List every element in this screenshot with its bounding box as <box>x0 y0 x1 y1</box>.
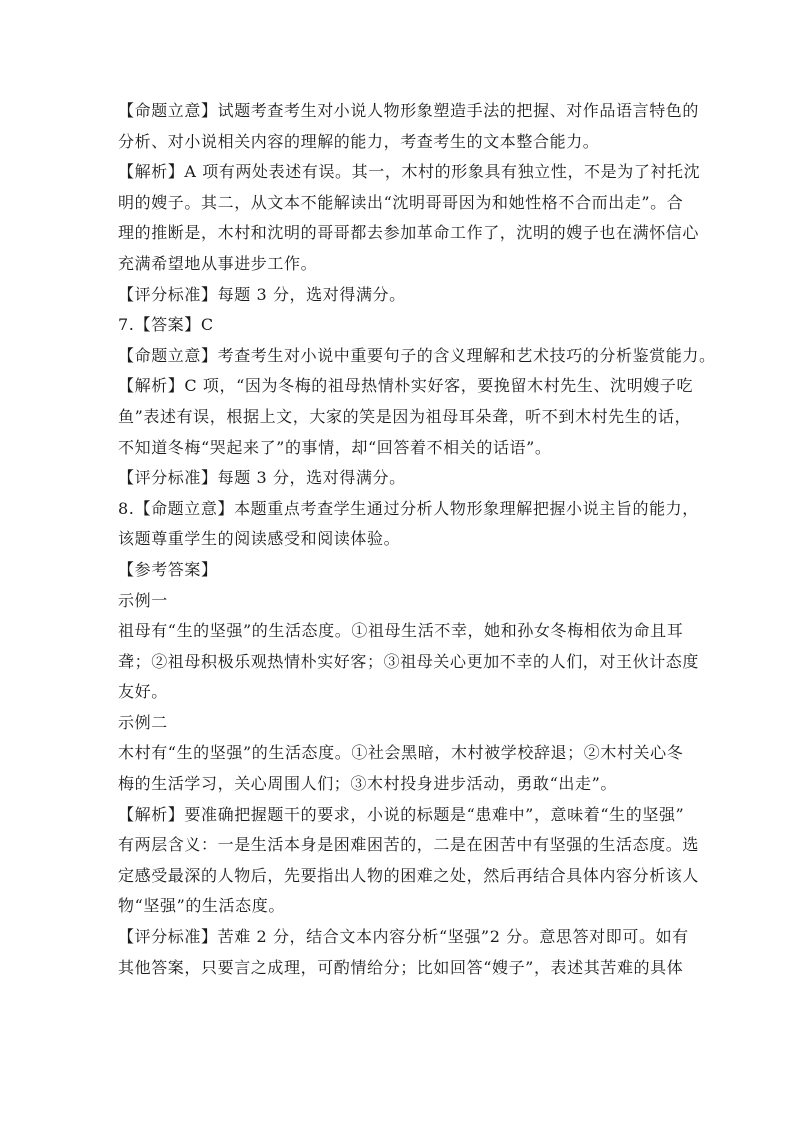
text-line: 分析、对小说相关内容的理解的能力，考查考生的文本整合能力。 <box>118 131 600 151</box>
text-line: 充满希望地从事进步工作。 <box>118 253 318 273</box>
text-line: 【命题立意】试题考查考生对小说人物形象塑造手法的把握、对作品语言特色的 <box>118 101 700 120</box>
text-line: 理的推断是，木村和沈明的哥哥都去参加革命工作了，沈明的嫂子也在满怀信心 <box>118 223 700 243</box>
text-line: 该题尊重学生的阅读感受和阅读体验。 <box>118 529 401 549</box>
text-line: 【解析】A 项有两处表述有误。其一，木村的形象具有独立性，不是为了衬托沈 <box>118 162 701 182</box>
text-line: 【解析】要准确把握题干的要求，小说的标题是“患难中”，意味着“生的坚强” <box>118 804 685 824</box>
text-line: 鱼”表述有误，根据上文，大家的笑是因为祖母耳朵聋，听不到木村先生的话， <box>118 406 692 426</box>
question-heading: 8.【命题立意】本题重点考查学生通过分析人物形象理解把握小说主旨的能力， <box>118 498 699 518</box>
text-line: 定感受最深的人物后，先要指出人物的困难之处，然后再结合具体内容分析该人 <box>118 865 700 885</box>
text-line: 友好。 <box>118 682 168 702</box>
text-line: 【评分标准】每题 3 分，选对得满分。 <box>118 468 406 488</box>
text-line: 聋；②祖母积极乐观热情朴实好客；③祖母关心更加不幸的人们，对王伙计态度 <box>118 651 700 671</box>
text-line: 【评分标准】每题 3 分，选对得满分。 <box>118 284 406 304</box>
text-line: 其他答案，只要言之成理，可酌情给分；比如回答“嫂子”，表述其苦难的具体 <box>118 957 684 977</box>
text-line: 【命题立意】考查考生对小说中重要句子的含义理解和艺术技巧的分析鉴赏能力。 <box>118 345 716 365</box>
text-line: 梅的生活学习，关心周围人们；③木村投身进步活动，勇敢“出走”。 <box>118 774 617 794</box>
document-page <box>118 96 716 983</box>
text-line: 【解析】C 项，“因为冬梅的祖母热情朴实好客，要挽留木村先生、沈明嫂子吃 <box>118 376 694 396</box>
example-heading: 示例二 <box>118 712 168 732</box>
text-line: 不知道冬梅“哭起来了”的事情，却“回答着不相关的话语”。 <box>118 437 552 457</box>
text-line: 物“坚强”的生活态度。 <box>118 896 285 916</box>
question-heading: 7.【答案】C <box>118 315 214 335</box>
section-heading: 【参考答案】 <box>118 559 218 579</box>
text-line: 祖母有“生的坚强”的生活态度。①祖母生活不幸，她和孙女冬梅相依为命且耳 <box>118 621 684 641</box>
text-line: 有两层含义：一是生活本身是困难困苦的，二是在困苦中有坚强的生活态度。选 <box>118 835 700 855</box>
text-line: 明的嫂子。其二，从文本不能解读出“沈明哥哥因为和她性格不合而出走”。合 <box>118 192 684 212</box>
example-heading: 示例一 <box>118 590 168 610</box>
text-line: 木村有“生的坚强”的生活态度。①社会黑暗，木村被学校辞退；②木村关心冬 <box>118 743 684 763</box>
text-line: 【评分标准】苦难 2 分，结合文本内容分析“坚强”2 分。意思答对即可。如有 <box>118 927 689 947</box>
